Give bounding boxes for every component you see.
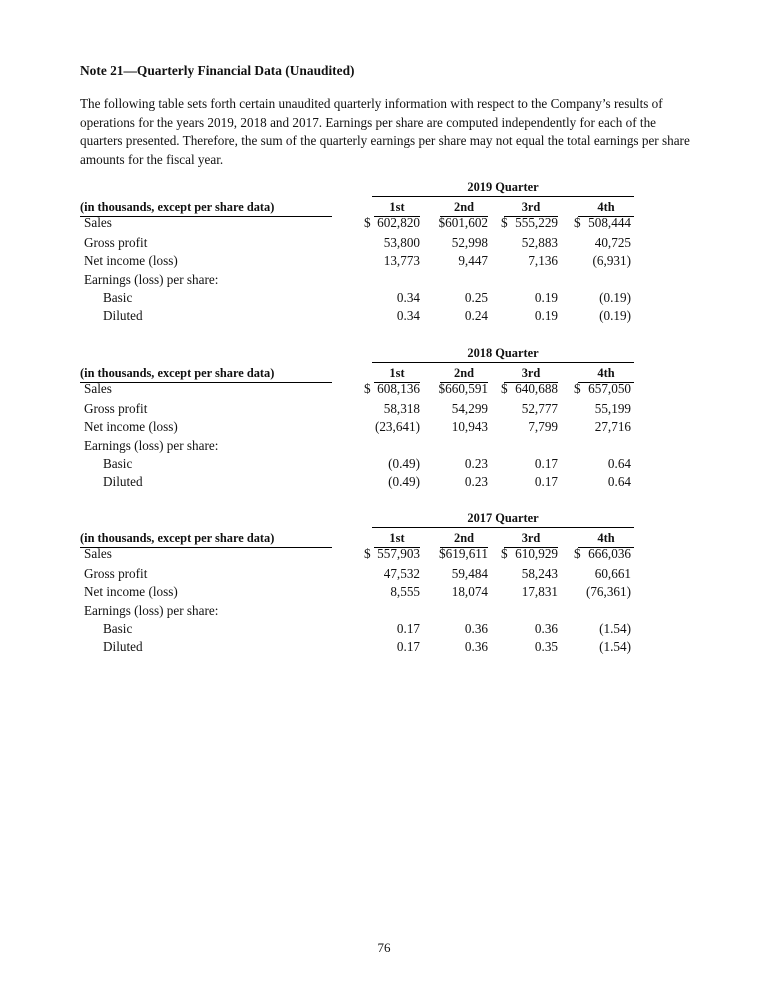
table-row (0, 235, 768, 253)
table-row (0, 456, 768, 474)
table-row (0, 566, 768, 584)
cell-value: 0.23 (464, 456, 488, 471)
currency-symbol: $ (574, 215, 581, 230)
row-label: Earnings (loss) per share: (84, 272, 219, 287)
quarter-group-label: 2018 Quarter (467, 346, 539, 360)
quarter-header: 4th (578, 366, 634, 383)
quarter-header: 3rd (504, 531, 558, 548)
cell-value: 640,688 (515, 381, 558, 396)
row-label: Basic (103, 290, 133, 305)
row-label: Gross profit (84, 401, 148, 416)
cell-value: 7,799 (528, 419, 558, 434)
cell-value: 610,929 (515, 546, 558, 561)
intro-line: The following table sets forth certain unaudited quarterly information with respect to the Company’s results of (80, 96, 663, 111)
cell-value: (0.49) (388, 456, 420, 471)
cell-value: 58,318 (383, 401, 420, 416)
cell-value: 60,661 (594, 566, 631, 581)
currency-symbol: $ (364, 546, 371, 561)
quarter-header: 4th (578, 531, 634, 548)
row-label: Net income (loss) (84, 419, 178, 434)
row-label: Gross profit (84, 566, 148, 581)
quarterly-table-2019 (0, 180, 768, 350)
quarter-header: 2nd (440, 366, 488, 383)
cell-value: $619,611 (439, 546, 488, 561)
row-label: Sales (84, 381, 112, 396)
cell-value: 0.64 (607, 474, 631, 489)
table-row (0, 584, 768, 602)
row-label: Diluted (103, 639, 143, 654)
units-header: (in thousands, except per share data) (80, 200, 332, 217)
table-row (0, 272, 768, 290)
cell-value: (0.19) (599, 290, 631, 305)
group-rule (372, 362, 634, 363)
cell-value: (1.54) (599, 639, 631, 654)
currency-symbol: $ (364, 215, 371, 230)
table-row (0, 381, 768, 399)
cell-value: $660,591 (438, 381, 488, 396)
intro-line: amounts for the fiscal year. (80, 151, 224, 167)
cell-value: 0.25 (464, 290, 488, 305)
cell-value: 17,831 (521, 584, 558, 599)
row-label: Earnings (loss) per share: (84, 438, 219, 453)
cell-value: 52,777 (521, 401, 558, 416)
group-rule (372, 196, 634, 197)
quarter-header: 1st (374, 200, 420, 217)
cell-value: (0.19) (599, 308, 631, 323)
cell-value: 602,820 (377, 215, 420, 230)
quarter-header: 4th (578, 200, 634, 217)
cell-value: 0.34 (396, 290, 420, 305)
table-row (0, 603, 768, 621)
table-row (0, 474, 768, 492)
cell-value: $601,602 (438, 215, 488, 230)
currency-symbol: $ (364, 381, 371, 396)
quarterly-table-2017 (0, 511, 768, 681)
cell-value: 13,773 (383, 253, 420, 268)
cell-value: 0.36 (464, 621, 488, 636)
cell-value: 0.24 (464, 308, 488, 323)
cell-value: 0.17 (534, 474, 558, 489)
cell-value: 0.36 (464, 639, 488, 654)
cell-value: 0.23 (464, 474, 488, 489)
row-label: Basic (103, 456, 133, 471)
cell-value: 18,074 (451, 584, 488, 599)
cell-value: 0.17 (396, 639, 420, 654)
page-title: Note 21—Quarterly Financial Data (Unaudited) (80, 63, 355, 78)
table-row (0, 308, 768, 326)
cell-value: 9,447 (458, 253, 488, 268)
cell-value: (23,641) (374, 419, 420, 434)
cell-value: 0.34 (396, 308, 420, 323)
cell-value: (1.54) (599, 621, 631, 636)
cell-value: 53,800 (383, 235, 420, 250)
cell-value: 555,229 (515, 215, 558, 230)
table-row (0, 419, 768, 437)
row-label: Sales (84, 215, 112, 230)
row-label: Earnings (loss) per share: (84, 603, 219, 618)
intro-line: operations for the years 2019, 2018 and 2017. Earnings per share are computed independently for each of the (80, 114, 657, 130)
quarter-header: 1st (374, 531, 420, 548)
cell-value: 557,903 (377, 546, 420, 561)
page-number: 76 (377, 940, 391, 955)
table-row (0, 546, 768, 564)
currency-symbol: $ (501, 546, 508, 561)
cell-value: (6,931) (592, 253, 631, 268)
quarterly-table-2018 (0, 346, 768, 516)
quarter-header: 3rd (504, 200, 558, 217)
cell-value: (0.49) (388, 474, 420, 489)
cell-value: 40,725 (594, 235, 631, 250)
table-row (0, 621, 768, 639)
table-row (0, 639, 768, 657)
row-label: Diluted (103, 308, 143, 323)
cell-value: 8,555 (390, 584, 420, 599)
cell-value: 47,532 (383, 566, 420, 581)
table-row (0, 253, 768, 271)
intro-line: quarters presented. Therefore, the sum of the quarterly earnings per share may not equal the total earnings per share (80, 133, 690, 148)
table-row (0, 438, 768, 456)
cell-value: 55,199 (594, 401, 631, 416)
cell-value: 0.64 (607, 456, 631, 471)
cell-value: 0.19 (534, 308, 558, 323)
units-header: (in thousands, except per share data) (80, 366, 332, 383)
cell-value: 0.35 (534, 639, 558, 654)
currency-symbol: $ (574, 546, 581, 561)
cell-value: 27,716 (594, 419, 631, 434)
row-label: Gross profit (84, 235, 148, 250)
row-label: Basic (103, 621, 133, 636)
table-row (0, 290, 768, 308)
table-row (0, 215, 768, 233)
cell-value: 59,484 (451, 566, 488, 581)
currency-symbol: $ (501, 215, 508, 230)
quarter-group-label: 2017 Quarter (467, 511, 539, 525)
cell-value: 0.19 (534, 290, 558, 305)
cell-value: 54,299 (451, 401, 488, 416)
row-label: Sales (84, 546, 112, 561)
cell-value: 0.36 (534, 621, 558, 636)
currency-symbol: $ (501, 381, 508, 396)
cell-value: 52,883 (521, 235, 558, 250)
row-label: Diluted (103, 474, 143, 489)
cell-value: 7,136 (528, 253, 558, 268)
cell-value: 0.17 (396, 621, 420, 636)
quarter-header: 2nd (440, 531, 488, 548)
cell-value: 52,998 (451, 235, 488, 250)
quarter-group-label: 2019 Quarter (467, 180, 539, 194)
quarter-header: 2nd (440, 200, 488, 217)
quarter-header: 1st (374, 366, 420, 383)
table-row (0, 401, 768, 419)
cell-value: (76,361) (585, 584, 631, 599)
cell-value: 508,444 (588, 215, 631, 230)
cell-value: 10,943 (451, 419, 488, 434)
currency-symbol: $ (574, 381, 581, 396)
intro-paragraph (80, 95, 690, 169)
row-label: Net income (loss) (84, 584, 178, 599)
group-rule (372, 527, 634, 528)
quarter-header: 3rd (504, 366, 558, 383)
cell-value: 608,136 (377, 381, 420, 396)
cell-value: 0.17 (534, 456, 558, 471)
row-label: Net income (loss) (84, 253, 178, 268)
cell-value: 58,243 (521, 566, 558, 581)
units-header: (in thousands, except per share data) (80, 531, 332, 548)
cell-value: 666,036 (588, 546, 631, 561)
cell-value: 657,050 (588, 381, 631, 396)
